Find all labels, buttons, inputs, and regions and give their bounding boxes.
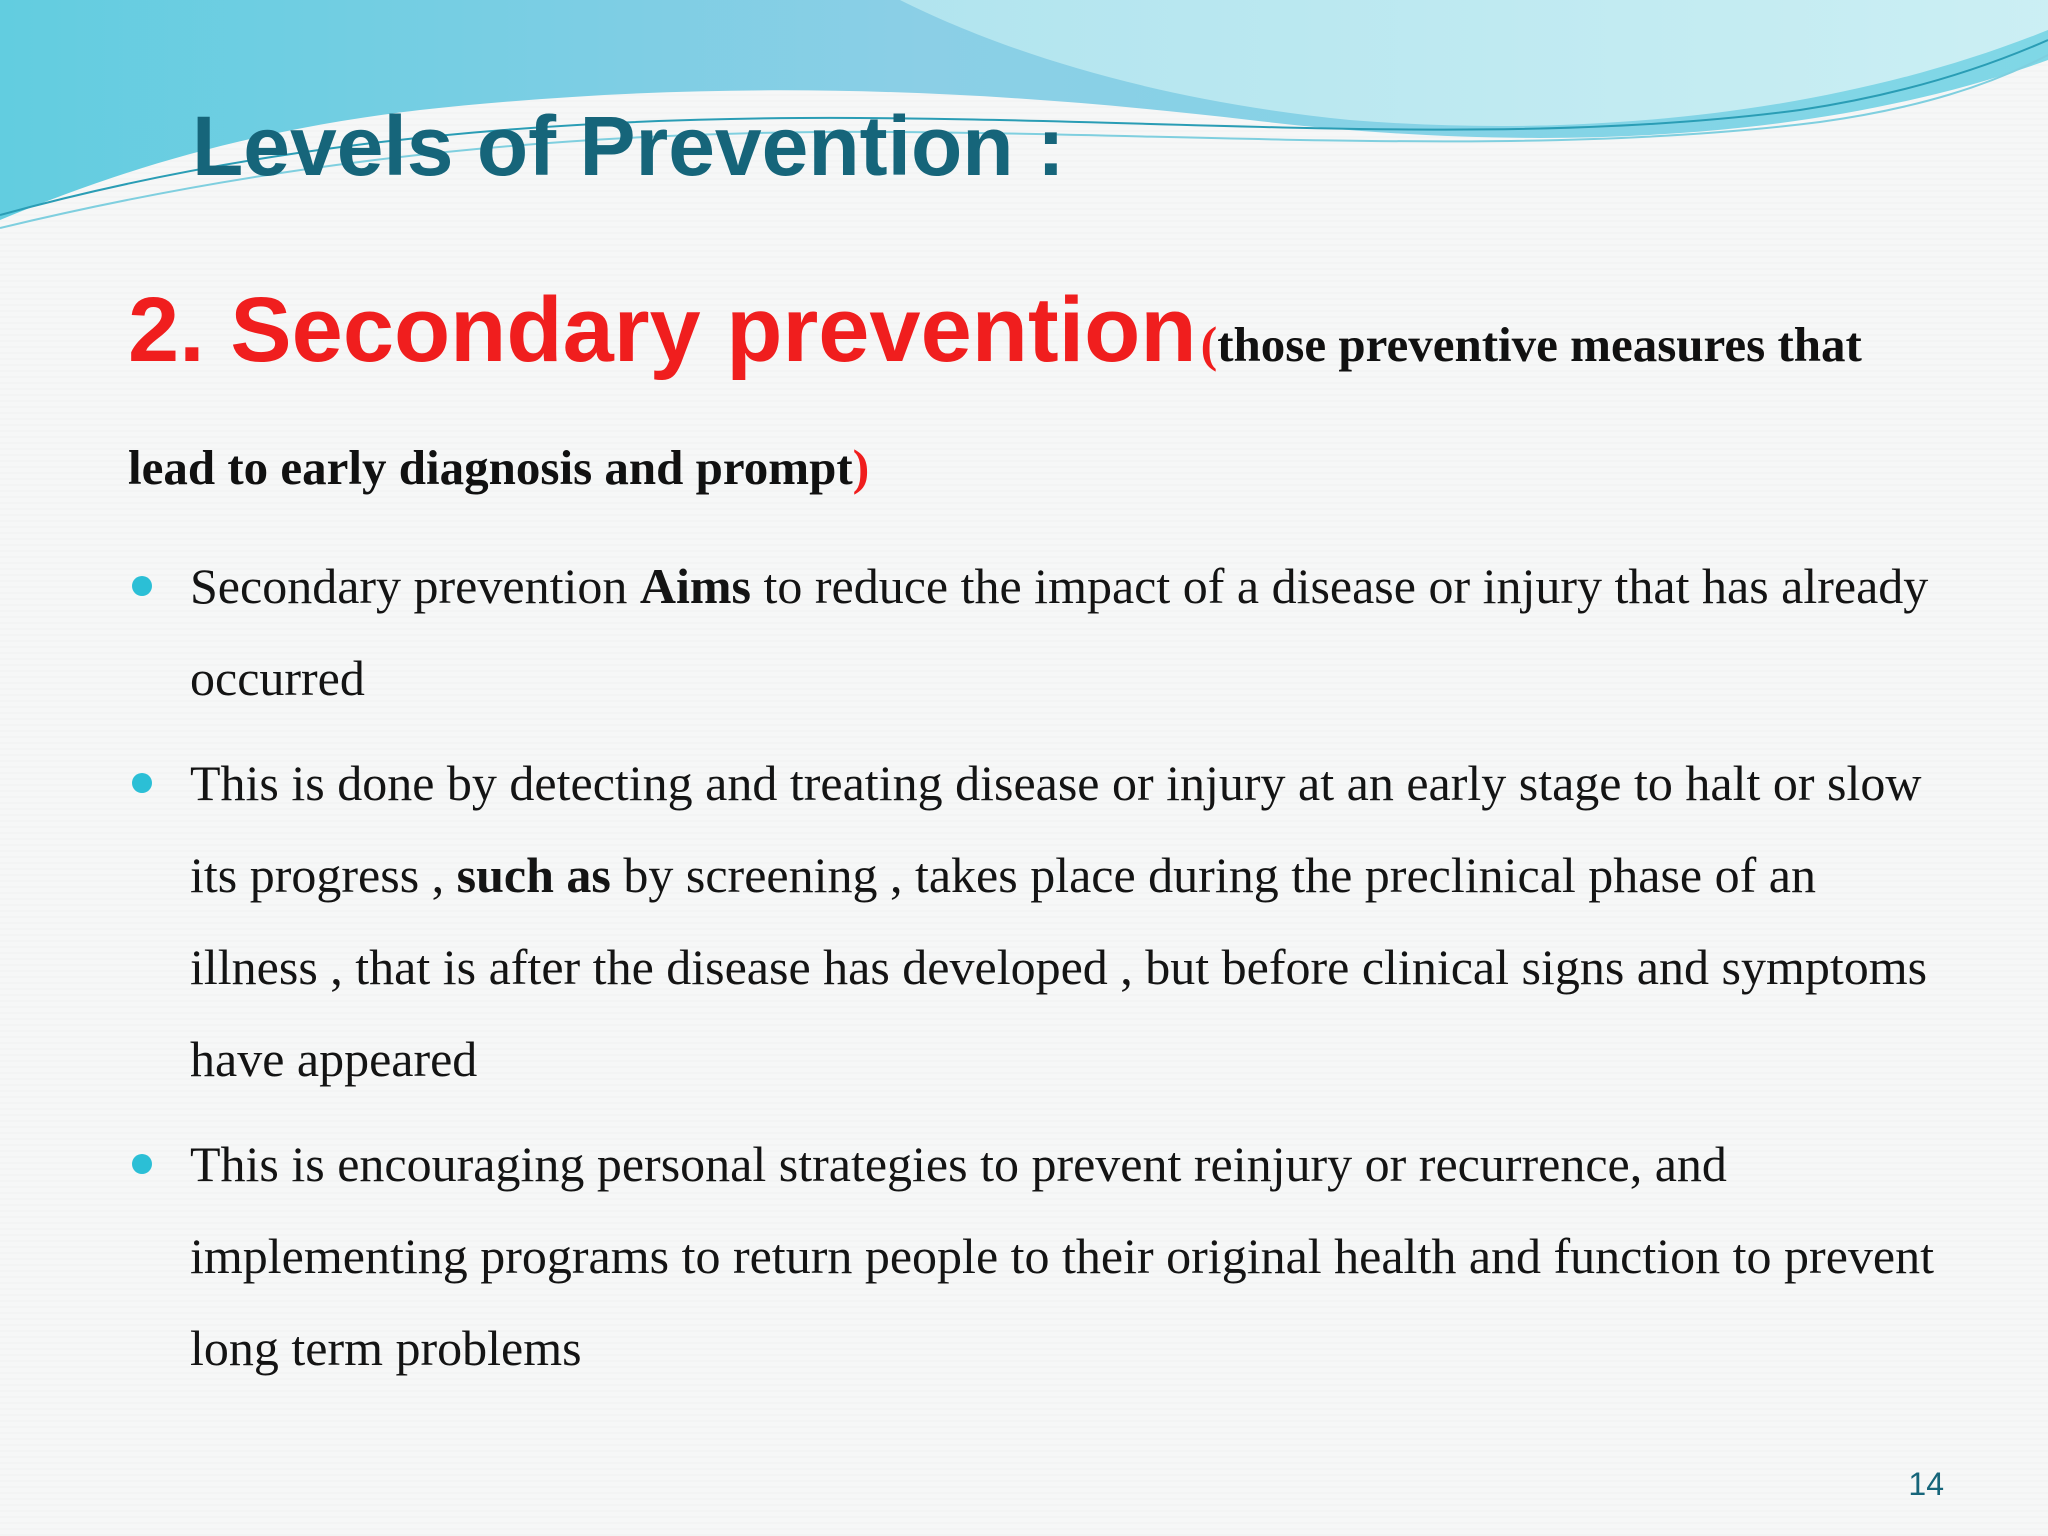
paren-open: ( [1200,316,1218,372]
bullet-bold-text: such as [456,847,611,903]
section-heading: 2. Secondary prevention [128,279,1197,381]
bullet-dot-icon [132,773,152,793]
bullet-text: This is done by detecting and treating disease or injury at an early stage to halt or slow its progress , [190,755,1922,903]
bullet-text: by screening , takes place during the preclinical phase of an illness , that is after the disease has developed , but before clinical signs and symptoms have appeared [190,847,1928,1087]
bullet-text: This is encouraging personal strategies to prevent reinjury or recurrence, and implementing programs to return people to their original health and function to prevent long term problems [190,1136,1934,1376]
bullet-dot-icon [132,576,152,596]
slide-title: Levels of Prevention : [192,99,1065,193]
paren-close: ) [852,439,870,495]
bullet-text: Secondary prevention [190,558,640,614]
subtitle-line-1 [128,270,1928,417]
bullet-dot-icon [132,1154,152,1174]
bullet-item [128,737,1948,1105]
bullet-bold-text: Aims [639,558,751,614]
bullet-text: to reduce the impact of a disease or injury that has already occurred [190,558,1929,706]
bullet-list [128,540,1948,1407]
definition-note-part2: lead to early diagnosis and prompt [128,440,853,495]
definition-note-part1: those preventive measures that [1217,317,1862,372]
bullet-item [128,1118,1948,1394]
bullet-item [128,540,1948,724]
section-subtitle [128,270,1928,530]
subtitle-line-2 [128,417,1928,530]
page-number: 14 [1908,1466,1944,1502]
